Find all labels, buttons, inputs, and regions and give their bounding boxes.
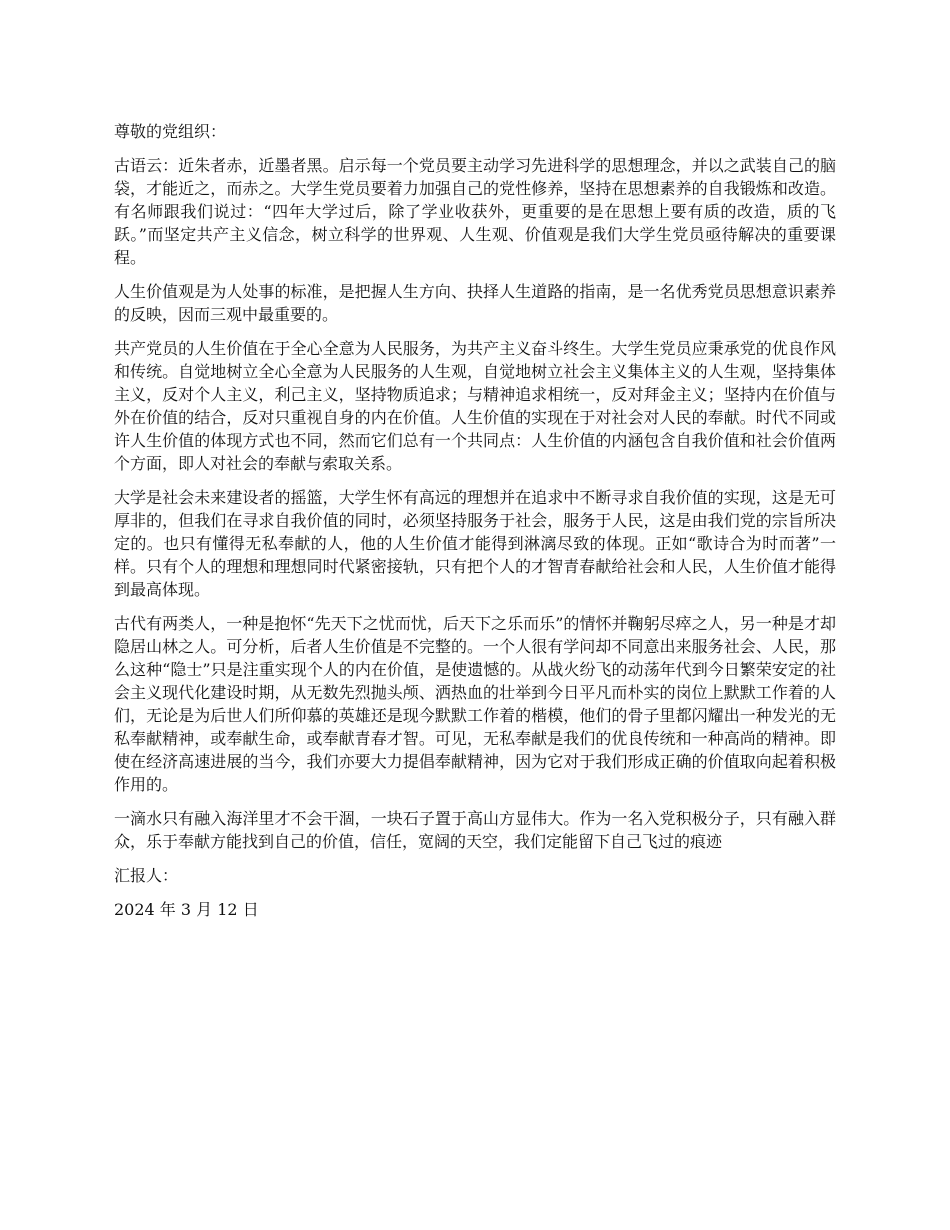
paragraph-2: 人生价值观是为人处事的标准，是把握人生方向、抉择人生道路的指南，是一名优秀党员思想意识素养的反映，因而三观中最重要的。 (114, 282, 836, 324)
reporter-label: 汇报人： (114, 866, 179, 885)
salutation: 尊敬的党组织： (114, 122, 227, 141)
report-date: 2024 年 3 月 12 日 (114, 900, 259, 919)
letter-body (114, 120, 836, 932)
paragraph-5: 古代有两类人，一种是抱怀“先天下之忧而忧，后天下之乐而乐”的情怀并鞠躬尽瘁之人，另一种是才却隐居山林之人。可分析，后者人生价值是不完整的。一个人很有学问却不同意出来服务社会、人民，那么这种“隐士”只是注重实现个人的内在价值，是使遗憾的。从战火纷飞的动荡年代到今日繁荣安定的社会主义现代化建设时期，从无数先烈抛头颅、洒热血的壮举到今日平凡而朴实的岗位上默默工作着的人们，无论是为后世人们所仰慕的英雄还是现今默默工作着的楷模，他们的骨子里都闪耀出一种发光的无私奉献精神，或奉献生命，或奉献青春才智。可见，无私奉献是我们的优良传统和一种高尚的精神。即使在经济高速进展的当今，我们亦要大力提倡奉献精神，因为它对于我们形成正确的价值取向起着积极作用的。 (114, 614, 836, 794)
paragraph-1: 古语云：近朱者赤，近墨者黑。启示每一个党员要主动学习先进科学的思想理念，并以之武装自己的脑袋，才能近之，而赤之。大学生党员要着力加强自己的党性修养，坚持在思想素养的自我锻炼和改造。有名师跟我们说过：“四年大学过后，除了学业收获外，更重要的是在思想上要有质的改造，质的飞跃。”而坚定共产主义信念，树立科学的世界观、人生观、价值观是我们大学生党员亟待解决的重要课程。 (114, 156, 836, 267)
paragraph-4: 大学是社会未来建设者的摇篮，大学生怀有高远的理想并在追求中不断寻求自我价值的实现，这是无可厚非的，但我们在寻求自我价值的同时，必须坚持服务于社会，服务于人民，这是由我们党的宗旨所决定的。也只有懂得无私奉献的人，他的人生价值才能得到淋漓尽致的体现。正如“歌诗合为时而著”一样。只有个人的理想和理想同时代紧密接轨，只有把个人的才智青春献给社会和人民，人生价值才能得到最高体现。 (114, 488, 836, 599)
paragraph-6: 一滴水只有融入海洋里才不会干涸，一块石子置于高山方显伟大。作为一名入党积极分子，只有融入群众，乐于奉献方能找到自己的价值，信任，宽阔的天空，我们定能留下自己飞过的痕迹 (114, 809, 836, 851)
paragraph-3: 共产党员的人生价值在于全心全意为人民服务，为共产主义奋斗终生。大学生党员应秉承党的优良作风和传统。自觉地树立全心全意为人民服务的人生观，自觉地树立社会主义集体主义的人生观，坚持集体主义，反对个人主义，利己主义，坚持物质追求；与精神追求相统一，反对拜金主义；坚持内在价值与外在价值的结合，反对只重视自身的内在价值。人生价值的实现在于对社会对人民的奉献。时代不同或许人生价值的体现方式也不同，然而它们总有一个共同点：人生价值的内涵包含自我价值和社会价值两个方面，即人对社会的奉献与索取关系。 (114, 339, 836, 473)
